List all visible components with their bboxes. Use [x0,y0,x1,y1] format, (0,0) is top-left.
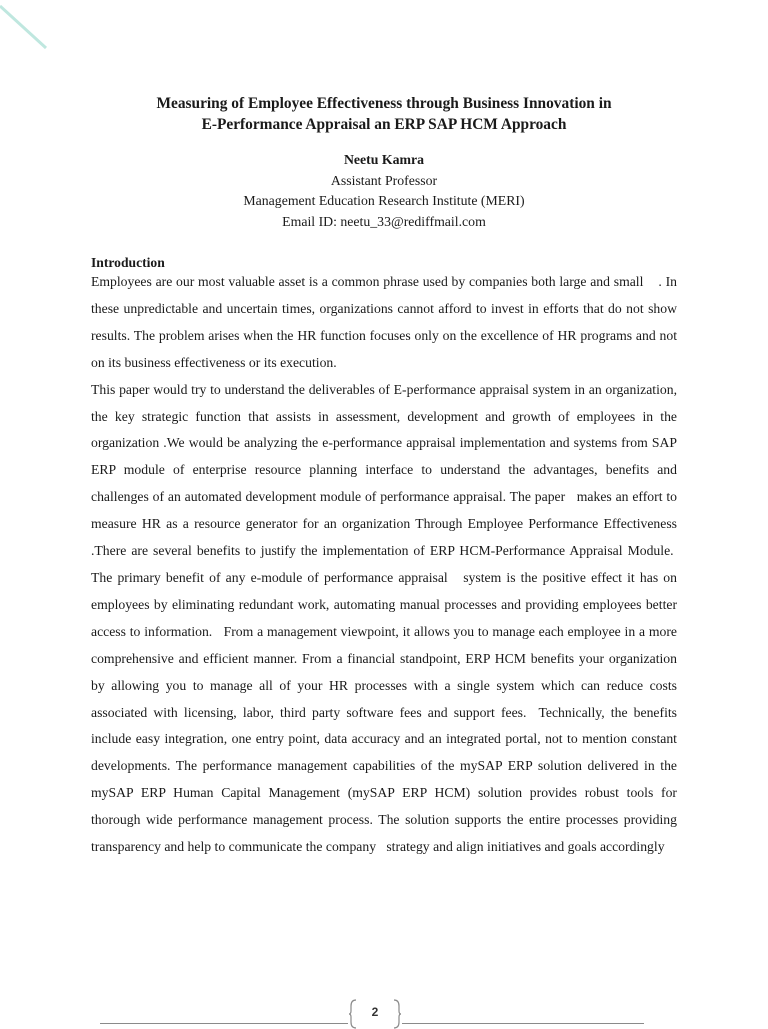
introduction-heading: Introduction [91,255,165,270]
introduction-paragraph-1: Employees are our most valuable asset is a common phrase used by companies both large and small . In these unpredictable and uncertain times, organizations cannot afford to invest in efforts that do not show results. The problem arises when the HR function focuses only on the excellence of HR programs and not on its business effectiveness or its execution. [91,274,677,370]
author-block [91,150,677,232]
author-email: Email ID: neetu_33@rediffmail.com [282,213,486,229]
right-brace-icon [392,999,402,1029]
author-role: Assistant Professor [330,172,438,188]
left-brace-icon [348,999,358,1029]
page-number-badge [348,999,402,1029]
paper-title-line-2: E-Performance Appraisal an ERP SAP HCM Approach [201,116,567,133]
paper-title-line-1: Measuring of Employee Effectiveness through Business Innovation in [156,95,612,112]
introduction-paragraph-2: This paper would try to understand the deliverables of E-performance appraisal system in an organization, the key strategic function that assists in assessment, development and growth of employees in the organization .We would be analyzing the e-performance appraisal implementation and systems from SAP ERP module of enterprise resource planning interface to understand the advantages, benefits and challenges of an automated development module of performance appraisal. The paper makes an effort to measure HR as a resource generator for an organization Through Employee Performance Effectiveness .There are several benefits to justify the implementation of ERP HCM-Performance Appraisal Module. The primary benefit of any e-module of performance appraisal system is the positive effect it has on employees by eliminating redundant work, automating manual processes and providing employees better access to information. From a management viewpoint, it allows you to manage each employee in a more comprehensive and efficient manner. From a financial standpoint, ERP HCM benefits your organization by allowing you to manage all of your HR processes with a single system which can reduce costs associated with licensing, labor, third party software fees and support fees. Technically, the benefits include easy integration, one entry point, data accuracy and an integrated portal, not to mention constant developments. The performance management capabilities of the mySAP ERP solution delivered in the mySAP ERP Human Capital Management (mySAP ERP HCM) solution provides robust tools for thorough wide performance management process. The solution supports the entire processes providing transparency and help to communicate the company strategy and align initiatives and goals accordingly [91,381,677,855]
document-page [91,93,677,861]
page-number: 2 [371,1005,379,1019]
corner-decoration [0,0,60,60]
author-name: Neetu Kamra [343,152,425,167]
paper-title [91,93,677,135]
author-institute: Management Education Research Institute (MERI) [243,193,525,208]
